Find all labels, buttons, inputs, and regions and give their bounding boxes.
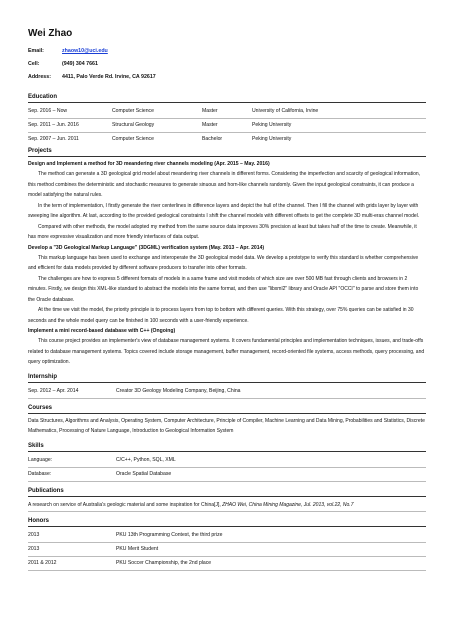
- education-field: Computer Science: [112, 108, 154, 114]
- education-field: Structural Geology: [112, 122, 155, 128]
- projects-heading: Projects: [28, 148, 426, 157]
- honor-desc: PKU 13th Programming Contest, the third prize: [116, 531, 223, 538]
- project-title: Design and Implement a method for 3D meandering river channels modeling (Apr. 2015 – May. 2016): [28, 161, 270, 167]
- education-row: [28, 119, 426, 133]
- resume-page: [28, 28, 426, 571]
- education-row: [28, 105, 426, 119]
- honor-desc: PKU Soccer Championship, the 2nd place: [116, 559, 212, 566]
- address-row: [28, 71, 426, 84]
- skills-heading: Skills: [28, 443, 426, 452]
- skill-value: Oracle Spatial Database: [116, 470, 172, 477]
- honor-row: [28, 557, 426, 571]
- education-degree: Master: [202, 108, 218, 114]
- publication-citation: ZHAO Wei, China Mining Magazine, Jul. 2013, vol.22, No.7: [222, 501, 354, 508]
- honor-year: 2013: [28, 545, 40, 552]
- internship-row: [28, 385, 426, 399]
- resume-name: Wei Zhao: [28, 28, 73, 39]
- publications-heading: Publications: [28, 488, 426, 497]
- skill-row: [28, 468, 426, 482]
- project-paragraph: This course project provides an implementer's view of database management systems. It covers fundamental principles and implementation techniques, issues, and trade-offs related to database management systems. Topics covered include storage management, buffer management, record-oriented file systems, access methods, query processing, and query optimization.: [28, 338, 425, 365]
- publication-title: A research on service of Australia's geologic material and some inspiration for China[J],: [28, 501, 223, 508]
- honor-year: 2013: [28, 531, 40, 538]
- education-degree: Master: [202, 122, 218, 128]
- education-row: [28, 133, 426, 146]
- project-paragraph: In the term of implementation, I firstly generate the river centerlines in difference layers and depict the hull of the channel. Then I fill the channel with grids layer by layer with sweeping line algorithm. At last, according to the provided geological constraints I shift the channel models with different offsets to get the complete 3D multi-eras channel model.: [28, 202, 420, 219]
- skill-value: C/C++, Python, SQL, XML: [116, 456, 176, 463]
- education-school: Peking University: [252, 136, 292, 142]
- internship-heading: Internship: [28, 374, 426, 383]
- courses-text: Data Structures, Algorithms and Analysis, Operating System, Computer Architecture, Principle of Compiler, Machine Learning and Data Mining, Probabilities and Statistics, Discrete Mathematics, Processing of Nature Language, Introduction to Geological Information System: [28, 417, 425, 434]
- publication-entry: [28, 499, 426, 512]
- project-title: Develop a "3D Geological Markup Language" (3DGML) verification system (May. 2013 – Apr. 2014): [28, 244, 265, 251]
- cell-row: [28, 58, 426, 71]
- education-date: Sep. 2007 – Jun. 2011: [28, 136, 79, 142]
- skill-key: Database:: [28, 470, 52, 477]
- education-school: Peking University: [252, 122, 292, 128]
- education-degree: Bachelor: [202, 136, 223, 142]
- honor-row: [28, 543, 426, 557]
- honor-row: [28, 529, 426, 543]
- email-label: Email:: [28, 48, 44, 54]
- project-item: [28, 159, 426, 243]
- honors-heading: Honors: [28, 518, 426, 527]
- project-item: [28, 326, 426, 368]
- cell-label: Cell:: [28, 61, 40, 67]
- address-label: Address:: [28, 74, 51, 80]
- honor-year: 2011 & 2012: [28, 559, 57, 566]
- internship-date: Sep. 2012 – Apr. 2014: [28, 387, 79, 394]
- education-table: [28, 105, 426, 146]
- project-paragraph: At the time we visit the model, the priority principle is to process layers from top to bottom with different queries. With this strategy, over 75% queries can be satisfied in 30 seconds and the whole model query can be finished in 100 seconds with a user-friendly experience.: [28, 307, 414, 324]
- education-date: Sep. 2011 – Jun. 2016: [28, 122, 79, 128]
- education-field: Computer Science: [112, 136, 154, 142]
- project-title: Implement a mini record-based database with C++ (Ongoing): [28, 328, 176, 334]
- project-paragraph: The method can generate a 3D geological grid model about meandering river channels in different forms. Considering the imperfection and scarcity of geological information, this method combines the deterministic and stochastic measures to generate sinuous and horn-like channels randomly. Given the input geological constraints, it can produce a model satisfying the natural rules.: [28, 171, 421, 198]
- education-school: University of California, Irvine: [252, 108, 319, 114]
- project-paragraph: The challenges are how to express 5 different formats of models in a same frame and visit models of which size are over 500 MB fast through clients and browsers in 2 minutes. Firstly, we design this XML-like standard to abstract the models into the same format, and then use "libxml2" library and Oracle API "OCCI" to parse and store them into the Oracle database.: [28, 275, 419, 303]
- project-paragraph: Compared with other methods, the model adopted my method from the same source data improves 30% precision at least but takes half of the time to create. Meanwhile, it has more expressive visualization and more friendly interfaces of data output.: [28, 223, 417, 240]
- skill-key: Language:: [28, 456, 53, 463]
- courses-heading: Courses: [28, 405, 426, 414]
- cell-value: (949) 304 7661: [62, 61, 98, 67]
- honor-desc: PKU Merit Student: [116, 545, 159, 552]
- email-row: [28, 45, 426, 58]
- project-paragraph: This markup language has been used to exchange and interoperate the 3D geological model data. We develop a prototype to verify this standard is whether comprehensive and efficient for data models provided by different software producers to transfer into other formats.: [28, 254, 419, 271]
- education-date: Sep. 2016 – Now: [28, 108, 68, 114]
- internship-company: Creator 3D Geology Modeling Company, Beijing, China: [116, 387, 241, 394]
- address-value: 4411, Palo Verde Rd. Irvine, CA 92617: [62, 74, 156, 80]
- education-heading: Education: [28, 94, 426, 103]
- email-link[interactable]: zhaow10@uci.edu: [62, 48, 108, 54]
- project-item: [28, 243, 426, 327]
- skill-row: [28, 454, 426, 468]
